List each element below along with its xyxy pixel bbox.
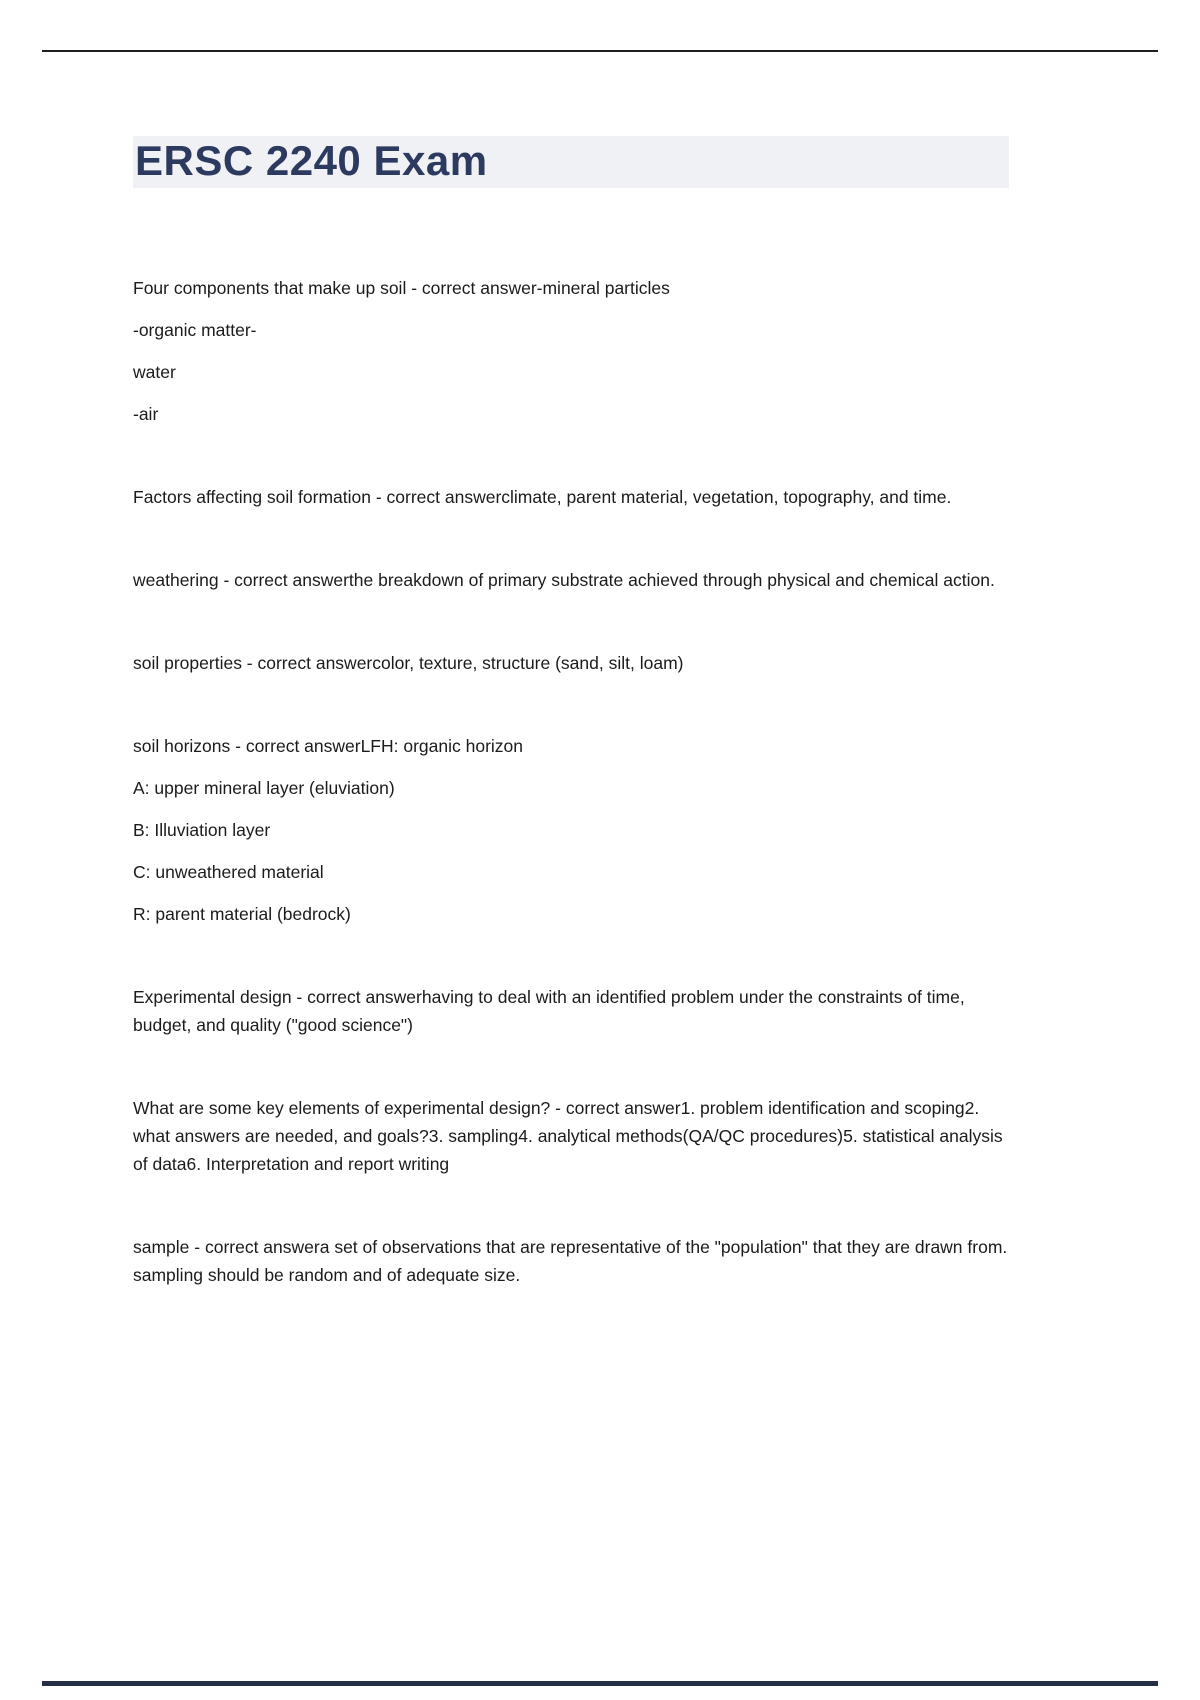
paragraph: soil properties - correct answercolor, texture, structure (sand, silt, loam) [133, 653, 684, 673]
paragraph: Four components that make up soil - correct answer-mineral particles [133, 278, 670, 298]
paragraph: weathering - correct answerthe breakdown of primary substrate achieved through physical and chemical action. [133, 570, 995, 590]
qa-block [133, 983, 1009, 1039]
qa-block [133, 483, 1009, 511]
qa-block [133, 732, 1009, 928]
top-divider [42, 50, 1158, 52]
document-body [133, 136, 1009, 1344]
paragraph: -air [133, 404, 159, 424]
paragraph: sample - correct answera set of observations that are representative of the "population" that they are drawn from. sampling should be random and of adequate size. [133, 1237, 1008, 1285]
paragraph: R: parent material (bedrock) [133, 904, 351, 924]
qa-block [133, 566, 1009, 594]
page-title: ERSC 2240 Exam [133, 136, 1009, 188]
paragraph: water [133, 362, 176, 382]
paragraph: B: Illuviation layer [133, 820, 271, 840]
bottom-divider [42, 1681, 1158, 1686]
qa-block [133, 1233, 1009, 1289]
paragraph: A: upper mineral layer (eluviation) [133, 778, 395, 798]
paragraph: -organic matter- [133, 320, 257, 340]
qa-block [133, 649, 1009, 677]
paragraph: Experimental design - correct answerhaving to deal with an identified problem under the constraints of time, budget, and quality ("good science") [133, 987, 965, 1035]
paragraph: Factors affecting soil formation - correct answerclimate, parent material, vegetation, topography, and time. [133, 487, 952, 507]
paragraph: What are some key elements of experimental design? - correct answer1. problem identification and scoping2. what answers are needed, and goals?3. sampling4. analytical methods(QA/QC procedures)5. statistical analysis of data6. Interpretation and report writing [133, 1098, 1003, 1174]
qa-block [133, 274, 1009, 428]
paragraph: soil horizons - correct answerLFH: organic horizon [133, 736, 524, 756]
paragraph: C: unweathered material [133, 862, 324, 882]
qa-block [133, 1094, 1009, 1178]
content-blocks [133, 274, 1009, 1289]
